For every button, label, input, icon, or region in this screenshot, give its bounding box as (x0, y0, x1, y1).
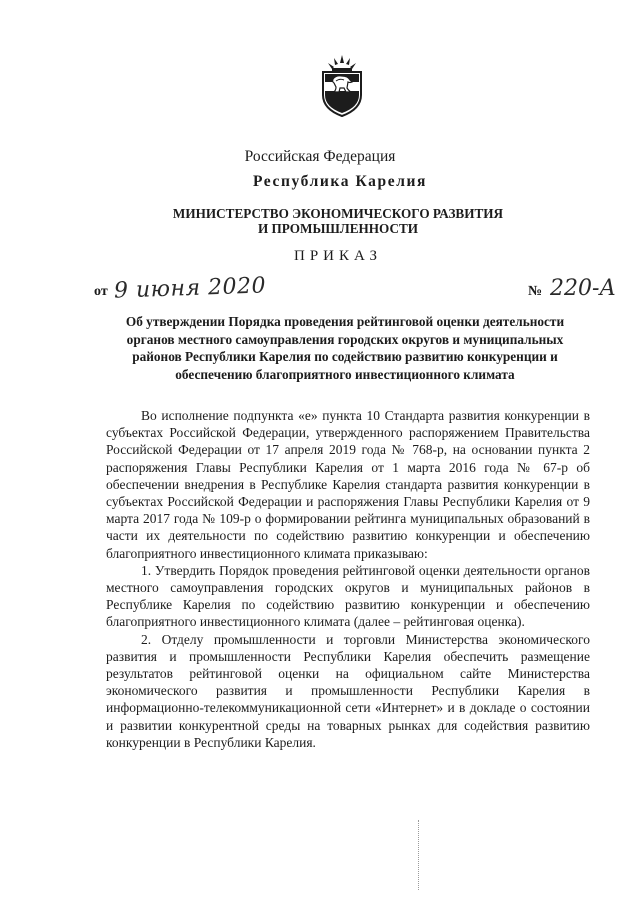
ministry-line-1: МИНИСТЕРСТВО ЭКОНОМИЧЕСКОГО РАЗВИТИЯ (172, 206, 504, 221)
order-subject (94, 313, 596, 383)
item-1-paragraph: 1. Утвердить Порядок проведения рейтинговой оценки деятельности органов местного самоуправления городских округов и муниципальных районов в Республике Карелия по содействию развитию конкуренции и обеспечению благоприятного инвестиционного климата (далее – рейтинговая оценка). (106, 562, 590, 630)
karelia-coat-of-arms-icon (320, 55, 364, 117)
item-2-paragraph: 2. Отделу промышленности и торговли Министерства экономического развития и промышленности Республики Карелия обеспечить размещение результатов рейтинговой оценки на официальном сайте Министерства экономического развития и промышленности Республики Карелия в информационно-телекоммуникационной сети «Интернет» и в докладе о состоянии и развитии конкурентной среды на товарных рынках для содействия развитию конкуренции в Республики Карелия. (106, 631, 590, 750)
preamble-paragraph: Во исполнение подпункта «е» пункта 10 Стандарта развития конкуренции в субъектах Российской Федерации, утвержденного распоряжением Правительства Российской Федерации от 17 апреля 2019 года № 768-р, на основании пункта 2 распоряжения Главы Республики Карелия от 1 марта 2016 года № 67-р об обеспечении внедрения в Республике Карелия стандарта развития конкуренции в субъектах Российской Федерации и распоряжения Главы Республики Карелия от 9 марта 2017 года № 109-р о формировании рейтинга муниципальных образований в части их деятельности по содействию развитию конкуренции и обеспечению благоприятного инвестиционного климата приказываю: (106, 408, 590, 561)
scan-artifact-divider (418, 820, 421, 890)
order-number-handwritten: 220-А (550, 276, 617, 301)
country-name: Российская Федерация (244, 148, 396, 165)
subject-line-2: органов местного самоуправления городских округов и муниципальных (126, 331, 564, 347)
number-label: № (528, 284, 543, 299)
order-date-handwritten: 9 июня 2020 (113, 273, 267, 304)
date-label: от (94, 284, 108, 299)
order-body (106, 407, 590, 751)
subject-line-3: районов Республики Карелия по содействию развитию конкуренции и (132, 349, 558, 365)
subject-line-4: обеспечению благоприятного инвестиционного климата (175, 366, 515, 382)
ministry-name (18, 206, 640, 236)
republic-name: Республика Карелия (252, 173, 428, 190)
subject-line-1: Об утверждении Порядка проведения рейтинговой оценки деятельности (125, 314, 565, 329)
ministry-line-2: И ПРОМЫШЛЕННОСТИ (257, 221, 419, 236)
document-type: ПРИКАЗ (294, 248, 382, 264)
